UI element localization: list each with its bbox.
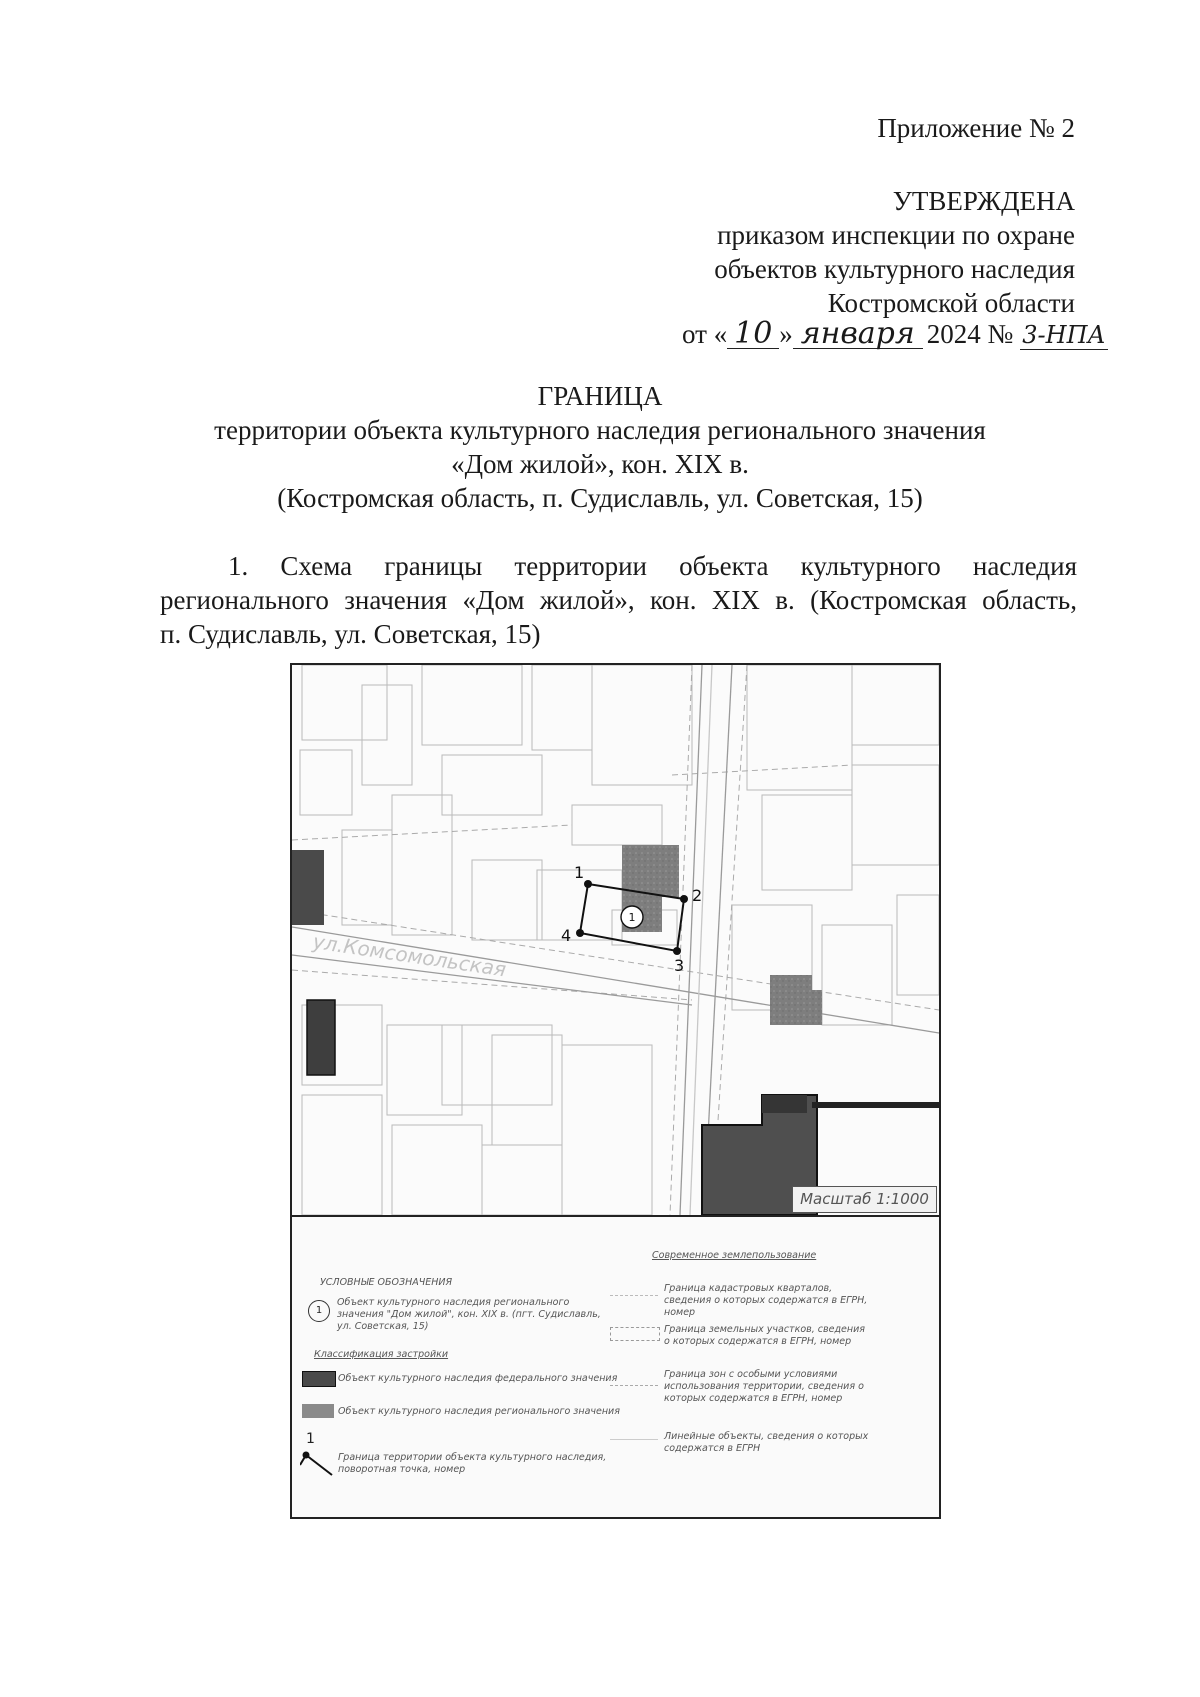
order-date-line — [682, 318, 1108, 350]
legend-federal-text: Объект культурного наследия федерального значения — [338, 1373, 618, 1384]
turning-point-4 — [576, 929, 584, 937]
date-from: от « — [682, 319, 728, 349]
legend-zones-text: Граница зон с особыми условиями использования территории, сведения о которых содержатся в ЕГРН, номер — [664, 1369, 864, 1404]
doc-subtitle-2: «Дом жилой», кон. XIX в. — [451, 449, 749, 479]
turning-point-2 — [680, 895, 688, 903]
date-day-close: » — [779, 319, 793, 349]
turning-point-label-3: 3 — [674, 956, 685, 975]
turning-point-label-1: 1 — [574, 863, 585, 882]
federal-heritage-building — [762, 1095, 807, 1113]
legend-point-marker: 1 — [306, 1431, 315, 1447]
turning-point-label-2: 2 — [692, 886, 703, 905]
order-line-2: объектов культурного наследия — [714, 254, 1075, 284]
section-1-line-1: 1. Схема границы территории объекта культурного наследия — [228, 551, 1077, 581]
section-1-line-2: регионального значения «Дом жилой», кон. XIX в. (Костромская область, — [160, 585, 1077, 615]
appendix-label: Приложение № 2 — [877, 113, 1075, 143]
legend-regional-text: Объект культурного наследия регионального значения — [338, 1406, 620, 1417]
number-sign: № — [987, 319, 1014, 349]
legend-federal-swatch — [302, 1371, 336, 1387]
legend-linear-text: Линейные объекты, сведения о которых содержатся в ЕГРН — [664, 1431, 869, 1454]
legend-linear-line — [610, 1439, 658, 1440]
doc-subtitle-3: (Костромская область, п. Судиславль, ул. Советская, 15) — [277, 483, 923, 513]
turning-point-label-4: 4 — [561, 926, 572, 945]
object-marker-label: 1 — [628, 911, 636, 924]
legend-object-text: Объект культурного наследия регионального значения "Дом жилой", кон. XIX в. (пгт. Судиславль, ул. Советская, 15) — [337, 1297, 601, 1332]
boundary-scheme-figure — [290, 663, 941, 1519]
boundary-map — [292, 665, 939, 1215]
legend-panel — [292, 1215, 939, 1519]
doc-title: ГРАНИЦА — [537, 381, 663, 411]
date-month: января — [793, 320, 923, 349]
legend-regional-swatch — [302, 1404, 334, 1418]
street-label: ул.Комсомольская — [311, 929, 508, 982]
section-1-line-3: п. Судиславль, ул. Советская, 15) — [160, 619, 541, 649]
federal-heritage-building — [307, 1000, 335, 1075]
legend-land-use-header: Современное землепользование — [652, 1250, 817, 1261]
legend-cadastral-line — [610, 1295, 658, 1296]
legend-title: УСЛОВНЫЕ ОБОЗНАЧЕНИЯ — [320, 1277, 453, 1288]
federal-heritage-building — [292, 850, 324, 925]
legend-zones-line — [610, 1385, 658, 1386]
doc-subtitle-1: территории объекта культурного наследия регионального значения — [214, 415, 986, 445]
legend-object-marker: 1 — [308, 1300, 330, 1322]
turning-point-3 — [673, 947, 681, 955]
regional-heritage-building — [622, 845, 679, 897]
legend-plots-swatch — [610, 1327, 660, 1341]
date-day: 10 — [727, 320, 779, 349]
legend-plots-text: Граница земельных участков, сведения о которых содержатся в ЕГРН, номер — [664, 1324, 865, 1347]
order-number: 3-НПА — [1020, 321, 1108, 350]
section-1-paragraph — [160, 549, 1077, 651]
order-line-1: приказом инспекции по охране — [717, 220, 1075, 250]
legend-classification-header: Классификация застройки — [314, 1349, 449, 1360]
date-year: 2024 — [926, 319, 981, 349]
turning-point-1 — [584, 880, 592, 888]
order-line-3: Костромской области — [827, 288, 1075, 318]
legend-cadastral-text: Граница кадастровых кварталов, сведения о которых содержатся в ЕГРН, номер — [664, 1283, 868, 1318]
approved-label: УТВЕРЖДЕНА — [892, 186, 1075, 216]
map-scale: Масштаб 1:1000 — [792, 1186, 937, 1213]
legend-boundary-text: Граница территории объекта культурного наследия, поворотная точка, номер — [338, 1452, 607, 1475]
